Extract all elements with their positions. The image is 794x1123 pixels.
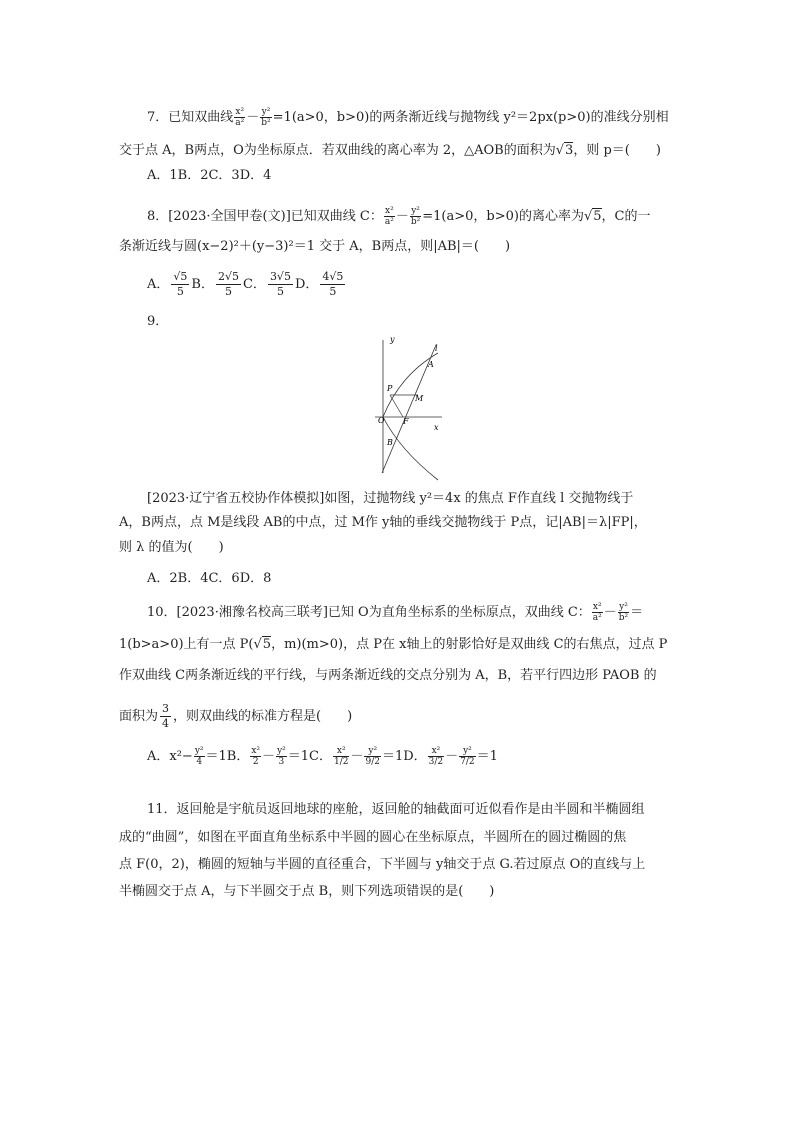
- q10-options: A．x²− $\frac{\text{y²}}{4}$ ＝1B． $\frac{\text{x²}}{2}$ － $\frac{\text{y²}}{3}$ ＝1C． $\frac{\text{x²}}{1/2}$ － $\frac{\text{y²}}{9/2}$ ＝1D． $\frac{\text{x²}}{3/2}$ － $\frac{\text{y²}}{7/2}$ ＝1: [147, 746, 498, 767]
- q11-line2: 成的“曲圆”，如图在平面直角坐标系中半圆的圆心在坐标原点，半圆所在的圆过椭圆的焦: [119, 830, 627, 845]
- q7-line2: 交于点 A，B两点，O为坐标原点．若双曲线的离心率为 2，△AOB的面积为√3，则 p＝( ): [119, 143, 661, 158]
- q10-line4: 面积为 $\frac{3}{4}$ ，则双曲线的标准方程是( ): [119, 702, 353, 730]
- q7-frac-y: $\frac{\text{y²}}{\text{b²}}$: [261, 107, 271, 128]
- label-m: M: [415, 394, 424, 403]
- q9-options: A．2B．4C．6D．8: [147, 571, 272, 586]
- q7-frac-x: $\frac{\text{x²}}{\text{a²}}$: [235, 107, 245, 128]
- parabola-figure: [370, 335, 450, 475]
- label-l: l: [435, 344, 438, 353]
- q7-options: A．1B．2C．3D．4: [147, 168, 272, 183]
- q8-line2: 条渐近线与圆(x−2)²＋(y−3)²＝1 交于 A，B两点，则|AB|＝( ): [119, 239, 511, 254]
- label-y: y: [390, 335, 395, 344]
- label-f: F: [403, 417, 409, 426]
- q11-line3: 点 F(0，2)，椭圆的短轴与半圆的直径重合，下半圆与 y轴交于点 G.若过原点 O的直线与上: [119, 857, 646, 872]
- q11-line1: 11．返回舱是宇航员返回地球的座舱，返回舱的轴截面可近似看作是由半圆和半椭圆组: [147, 802, 645, 817]
- q11-line4: 半椭圆交于点 A，与下半圆交于点 B，则下列选项错误的是( ): [119, 884, 495, 899]
- q7-line1: 7．已知双曲线 $\frac{\text{x²}}{\text{a²}}$ － $\frac{\text{y²}}{\text{b²}}$ =1(a>0，b>0)的两条渐近线与抛物线 y²＝2px(p>0)的准线分别相: [147, 107, 669, 128]
- label-b: B: [387, 438, 393, 447]
- q10-line2: 1(b>a>0)上有一点 P(√5，m)(m>0)，点 P在 x轴上的射影恰好是双曲线 C的右焦点，过点 P: [119, 637, 668, 652]
- q9-line2: A，B两点，点 M是线段 AB的中点，过 M作 y轴的垂线交抛物线于 P点，记|AB|＝λ|FP|，: [119, 515, 647, 530]
- q9-line1: [2023·辽宁省五校协作体模拟]如图，过抛物线 y²＝4x 的焦点 F作直线 l 交抛物线于: [147, 491, 634, 506]
- label-a: A: [428, 360, 434, 369]
- q10-line3: 作双曲线 C两条渐近线的平行线，与两条渐近线的交点分别为 A，B，若平行四边形 PAOB 的: [119, 668, 657, 683]
- parabola-curve: [383, 353, 438, 480]
- q10-line1: 10．[2023·湘豫名校高三联考]已知 O为直角坐标系的坐标原点，双曲线 C： $\frac{\text{x²}}{\text{a²}}$ － $\frac{\text{y²}}{\text{b²}}$ ＝: [147, 602, 644, 623]
- q9-number: 9．: [147, 314, 169, 329]
- segment-pf: [390, 395, 403, 417]
- label-p: P: [387, 384, 393, 393]
- label-o: O: [378, 416, 385, 425]
- q8-line1: 8．[2023·全国甲卷(文)]已知双曲线 C： $\frac{\text{x²}}{\text{a²}}$ － $\frac{\text{y²}}{\text{b²}}$ =1(a>0，b>0)的离心率为√5，C的一: [147, 206, 651, 227]
- q9-line3: 则 λ 的值为( ): [119, 540, 224, 555]
- parabola-diagram: [370, 335, 450, 475]
- q8-options: A． $\frac{√5}{5}$ B． $\frac{2√5}{5}$ C． $\frac{3√5}{5}$ D． $\frac{4√5}{5}$: [147, 270, 344, 298]
- label-x: x: [434, 423, 439, 432]
